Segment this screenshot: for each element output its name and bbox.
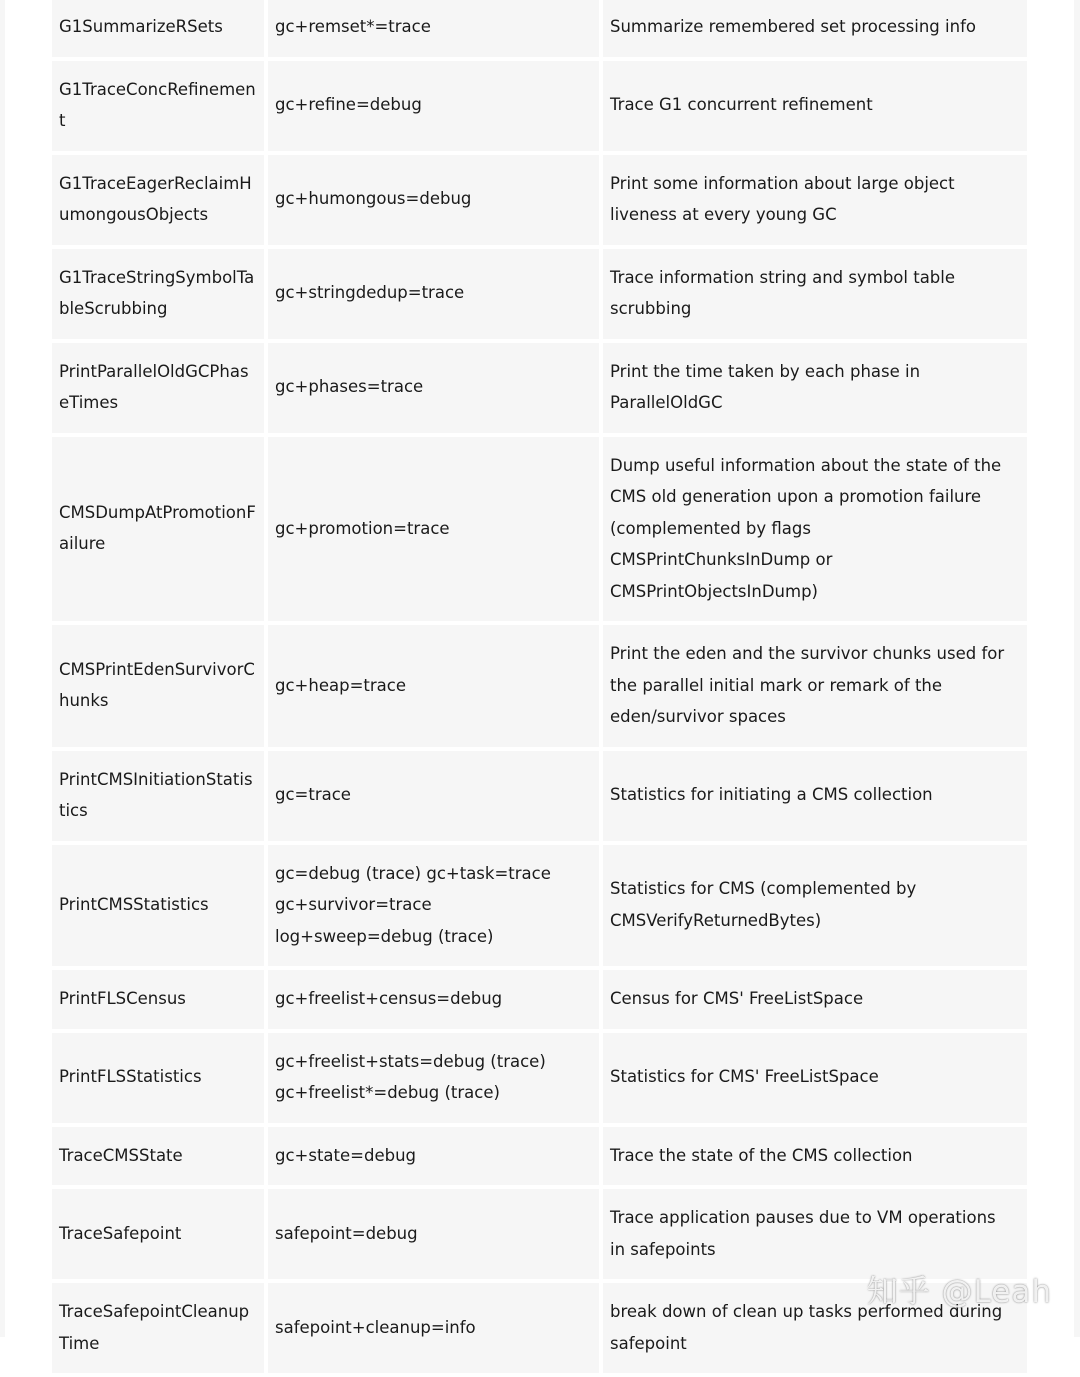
log-cell: gc+humongous=debug bbox=[268, 155, 599, 245]
table-row bbox=[52, 751, 1027, 841]
flag-mapping-table bbox=[48, 0, 1031, 1377]
description-cell: Trace application pauses due to VM operations in safepoints bbox=[603, 1189, 1027, 1279]
flag-cell: TraceSafepoint bbox=[52, 1189, 264, 1279]
log-cell: gc+stringdedup=trace bbox=[268, 249, 599, 339]
description-cell: Statistics for initiating a CMS collection bbox=[603, 751, 1027, 841]
description-cell: Dump useful information about the state of the CMS old generation upon a promotion failure (complemented by flags CMSPrintChunksInDump or CMSPrintObjectsInDump) bbox=[603, 437, 1027, 622]
table-row bbox=[52, 155, 1027, 245]
flag-cell: PrintCMSInitiationStatistics bbox=[52, 751, 264, 841]
description-cell: Print the eden and the survivor chunks used for the parallel initial mark or remark of the eden/survivor spaces bbox=[603, 625, 1027, 747]
flag-cell: TraceSafepointCleanupTime bbox=[52, 1283, 264, 1373]
description-cell: break down of clean up tasks performed during safepoint bbox=[603, 1283, 1027, 1373]
table-row bbox=[52, 343, 1027, 433]
log-cell: gc=debug (trace) gc+task=trace gc+survivor=trace log+sweep=debug (trace) bbox=[268, 845, 599, 967]
table-row bbox=[52, 625, 1027, 747]
log-cell: gc+freelist+census=debug bbox=[268, 970, 599, 1029]
table-row bbox=[52, 61, 1027, 151]
log-cell: gc+heap=trace bbox=[268, 625, 599, 747]
log-cell: gc+promotion=trace bbox=[268, 437, 599, 622]
log-cell: gc+freelist+stats=debug (trace) gc+freelist*=debug (trace) bbox=[268, 1033, 599, 1123]
flag-cell: TraceCMSState bbox=[52, 1127, 264, 1186]
table-row bbox=[52, 1127, 1027, 1186]
description-cell: Trace information string and symbol table scrubbing bbox=[603, 249, 1027, 339]
log-cell: gc+refine=debug bbox=[268, 61, 599, 151]
description-cell: Statistics for CMS (complemented by CMSVerifyReturnedBytes) bbox=[603, 845, 1027, 967]
flag-cell: G1TraceConcRefinement bbox=[52, 61, 264, 151]
log-cell: safepoint=debug bbox=[268, 1189, 599, 1279]
flag-cell: PrintParallelOldGCPhaseTimes bbox=[52, 343, 264, 433]
description-cell: Print some information about large object liveness at every young GC bbox=[603, 155, 1027, 245]
description-cell: Statistics for CMS' FreeListSpace bbox=[603, 1033, 1027, 1123]
right-edge bbox=[1074, 0, 1080, 1337]
flag-cell: PrintFLSStatistics bbox=[52, 1033, 264, 1123]
table-row bbox=[52, 1283, 1027, 1373]
table-row bbox=[52, 1189, 1027, 1279]
flag-cell: CMSDumpAtPromotionFailure bbox=[52, 437, 264, 622]
description-cell: Trace G1 concurrent refinement bbox=[603, 61, 1027, 151]
description-cell: Summarize remembered set processing info bbox=[603, 0, 1027, 57]
flag-cell: G1SummarizeRSets bbox=[52, 0, 264, 57]
flag-cell: G1TraceStringSymbolTableScrubbing bbox=[52, 249, 264, 339]
table-row bbox=[52, 0, 1027, 57]
description-cell: Census for CMS' FreeListSpace bbox=[603, 970, 1027, 1029]
flag-cell: G1TraceEagerReclaimHumongousObjects bbox=[52, 155, 264, 245]
log-cell: gc+phases=trace bbox=[268, 343, 599, 433]
log-cell: safepoint+cleanup=info bbox=[268, 1283, 599, 1373]
table-row bbox=[52, 970, 1027, 1029]
table-row bbox=[52, 845, 1027, 967]
zhihu-watermark: 知乎 @Leah bbox=[866, 1274, 1052, 1310]
description-cell: Trace the state of the CMS collection bbox=[603, 1127, 1027, 1186]
log-cell: gc+remset*=trace bbox=[268, 0, 599, 57]
log-cell: gc+state=debug bbox=[268, 1127, 599, 1186]
description-cell: Print the time taken by each phase in ParallelOldGC bbox=[603, 343, 1027, 433]
flag-cell: PrintFLSCensus bbox=[52, 970, 264, 1029]
table-row bbox=[52, 437, 1027, 622]
log-cell: gc=trace bbox=[268, 751, 599, 841]
left-edge bbox=[0, 0, 5, 1337]
flag-cell: PrintCMSStatistics bbox=[52, 845, 264, 967]
table-row bbox=[52, 249, 1027, 339]
table-row bbox=[52, 1033, 1027, 1123]
flag-cell: CMSPrintEdenSurvivorChunks bbox=[52, 625, 264, 747]
